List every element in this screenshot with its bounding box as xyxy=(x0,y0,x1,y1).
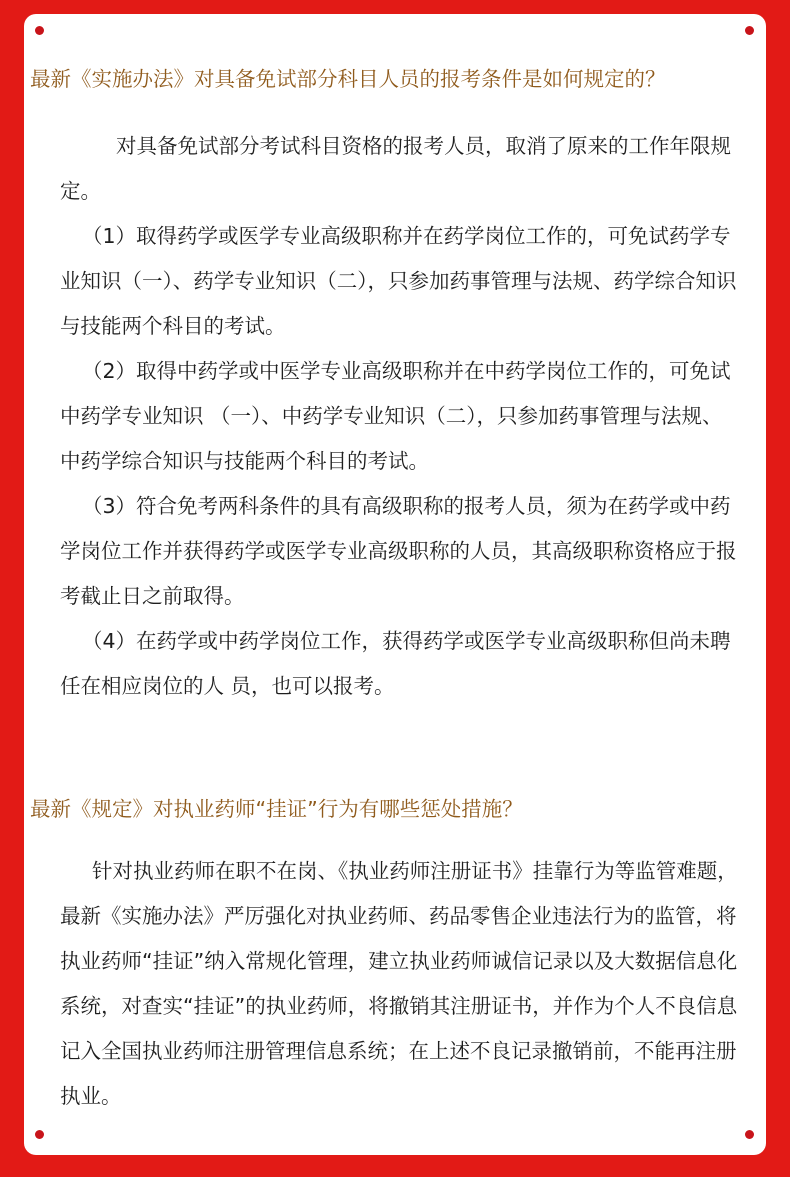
answer-paragraph: （1）取得药学或医学专业高级职称并在药学岗位工作的，可免试药学专业知识（一）、药学专业知识（二），只参加药事管理与法规、药学综合知识与技能两个科目的考试。 xyxy=(60,224,737,338)
content-card xyxy=(24,14,766,1155)
corner-dot-bottom-left xyxy=(35,1130,44,1139)
answer-paragraph: （3）符合免考两科条件的具有高级职称的报考人员，须为在药学或中药学岗位工作并获得药学或医学专业高级职称的人员，其高级职称资格应于报考截止日之前取得。 xyxy=(60,494,737,608)
answer-paragraph: 针对执业药师在职不在岗、《执业药师注册证书》挂靠行为等监管难题，最新《实施办法》严厉强化对执业药师、药品零售企业违法行为的监管，将执业药师“挂证”纳入常规化管理，建立执业药师诚信记录以及大数据信息化系统，对查实“挂证”的执业药师，将撤销其注册证书，并作为个人不良信息记入全国执业药师注册管理信息系统；在上述不良记录撤销前，不能再注册执业。 xyxy=(60,859,738,1108)
corner-dot-top-right xyxy=(745,26,754,35)
corner-dot-top-left xyxy=(35,26,44,35)
answer-block-2 xyxy=(60,849,742,1119)
answer-paragraph: （2）取得中药学或中医学专业高级职称并在中药学岗位工作的，可免试中药学专业知识 （一）、中药学专业知识（二），只参加药事管理与法规、中药学综合知识与技能两个科目的考试。 xyxy=(60,359,731,473)
answer-paragraph: 对具备免试部分考试科目资格的报考人员，取消了原来的工作年限规定。 xyxy=(60,134,731,203)
question-title-2: 最新《规定》对执业药师“挂证”行为有哪些惩处措施？ xyxy=(30,797,523,821)
question-title-1: 最新《实施办法》对具备免试部分科目人员的报考条件是如何规定的？ xyxy=(30,67,666,91)
corner-dot-bottom-right xyxy=(745,1130,754,1139)
answer-block-1 xyxy=(60,124,742,709)
answer-paragraph: （4）在药学或中药学岗位工作，获得药学或医学专业高级职称但尚未聘任在相应岗位的人 员，也可以报考。 xyxy=(60,629,731,698)
